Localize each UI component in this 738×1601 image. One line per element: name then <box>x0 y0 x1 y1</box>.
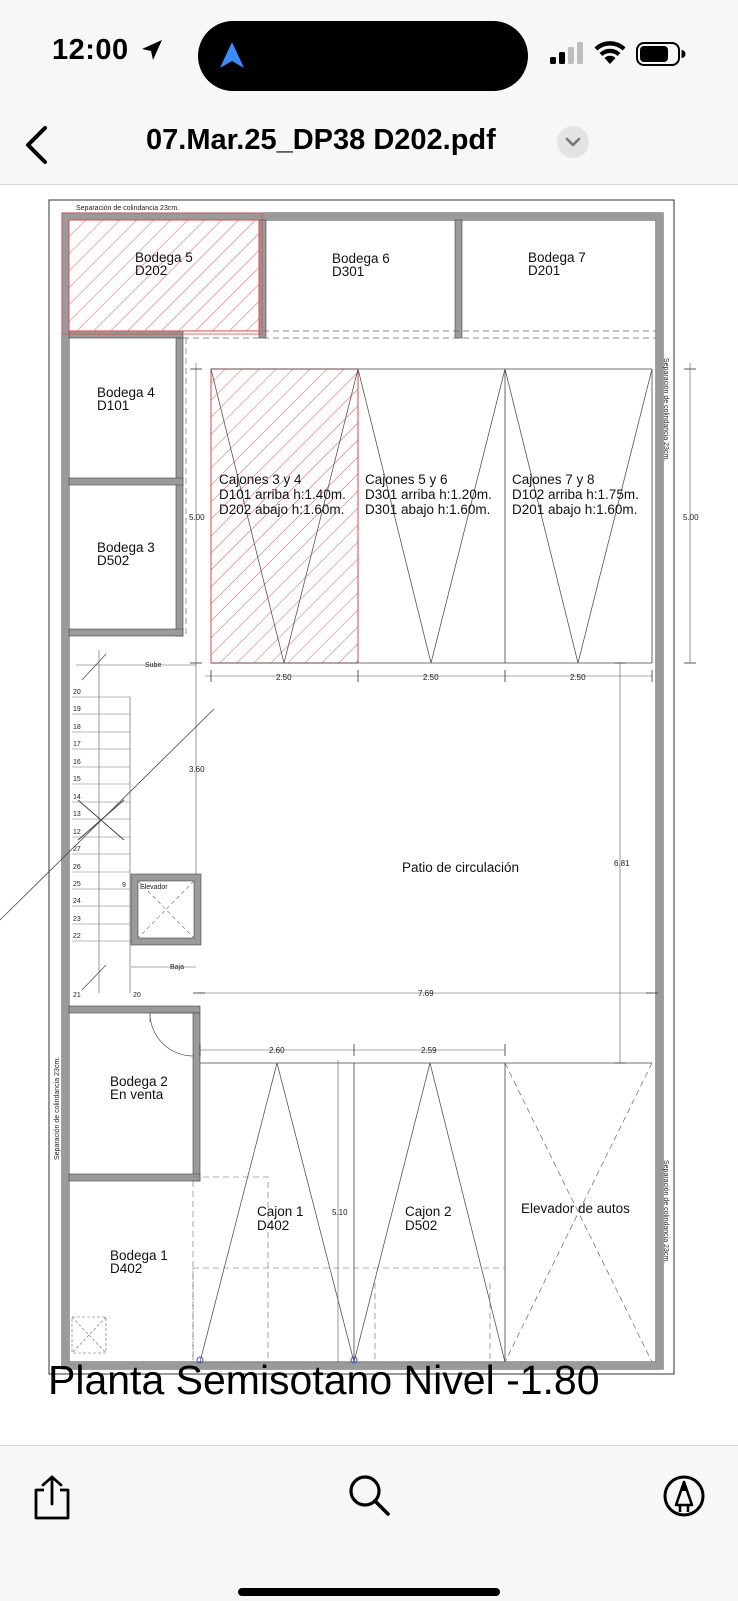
step-label: 18 <box>73 724 81 731</box>
cellular-signal-icon <box>550 42 584 64</box>
wifi-icon <box>594 40 626 64</box>
location-arrow-icon <box>140 38 164 62</box>
bodega3-name: Bodega 3 <box>97 540 155 555</box>
cajones34-line1: D101 arriba h:1.40m. <box>219 487 346 502</box>
chevron-left-icon <box>23 125 49 165</box>
home-indicator <box>238 1588 500 1596</box>
status-time: 12:00 <box>52 34 129 66</box>
note-top: Separación de colindancia 23cm. <box>76 205 180 212</box>
step-label: 16 <box>73 759 81 766</box>
cajones78-line1: D102 arriba h:1.75m. <box>512 487 639 502</box>
search-icon <box>346 1472 394 1520</box>
elevador-autos-label: Elevador de autos <box>521 1201 630 1216</box>
pdf-page[interactable] <box>0 185 738 1445</box>
cajones34-line2: D202 abajo h:1.60m. <box>219 502 345 517</box>
cajones56-line2: D301 abajo h:1.60m. <box>365 502 491 517</box>
dim-3-60: 3.60 <box>189 765 205 774</box>
dim-6-81: 6.81 <box>614 859 630 868</box>
sube-label: Sube <box>145 662 162 669</box>
step-label: 26 <box>73 864 81 871</box>
bodega1-unit: D402 <box>110 1261 143 1276</box>
note-right-lower: Separación de colindancia 23cm. <box>662 1160 669 1264</box>
chevron-down-icon <box>565 137 581 147</box>
bodega2-name: Bodega 2 <box>110 1074 168 1089</box>
step-label: 14 <box>73 794 81 801</box>
step-label: 24 <box>73 898 81 905</box>
cajon1-unit: D402 <box>257 1218 290 1233</box>
bodega3-unit: D502 <box>97 553 130 568</box>
dim-5-00-right: 5.00 <box>683 513 699 522</box>
dim-2-50-a: 2.50 <box>276 673 292 682</box>
cajon2-name: Cajon 2 <box>405 1204 452 1219</box>
cajones56-name: Cajones 5 y 6 <box>365 472 448 487</box>
note-left: Separación de colindancia 23cm. <box>54 1056 61 1160</box>
dim-2-50-c: 2.50 <box>570 673 586 682</box>
bodega5-name: Bodega 5 <box>135 250 193 265</box>
step-label: 25 <box>73 881 81 888</box>
bodega6-name: Bodega 6 <box>332 251 390 266</box>
step-label: 13 <box>73 811 81 818</box>
dim-5-00-left: 5.00 <box>189 513 205 522</box>
bodega2-unit: En venta <box>110 1087 164 1102</box>
battery-icon <box>636 42 686 66</box>
bodega7-name: Bodega 7 <box>528 250 586 265</box>
step-label: 20 <box>73 689 81 696</box>
dynamic-island <box>198 21 528 91</box>
dim-2-50-b: 2.50 <box>423 673 439 682</box>
cajon2-unit: D502 <box>405 1218 438 1233</box>
title-menu-button[interactable] <box>557 126 589 158</box>
document-title[interactable]: 07.Mar.25_DP38 D202.pdf <box>146 124 496 156</box>
plan-caption: Planta Semisotano Nivel -1.80 <box>48 1357 600 1403</box>
note-right: Separación de colindancia 23cm. <box>662 358 669 462</box>
step-label: 9 <box>122 882 126 889</box>
markup-button[interactable] <box>660 1472 708 1520</box>
step-label: 17 <box>73 741 81 748</box>
dim-2-60: 2.60 <box>269 1046 285 1055</box>
nav-bar <box>0 108 738 185</box>
step-label: 19 <box>73 706 81 713</box>
bodega5-unit: D202 <box>135 263 168 278</box>
bodega6-unit: D301 <box>332 264 365 279</box>
step-label: 12 <box>73 829 81 836</box>
share-button[interactable] <box>30 1474 74 1522</box>
navigation-arrow-icon <box>218 40 246 70</box>
dim-7-69: 7.69 <box>418 989 434 998</box>
stair-steps <box>73 689 141 999</box>
cajones78-name: Cajones 7 y 8 <box>512 472 595 487</box>
elevador-label: Elevador <box>140 884 168 891</box>
cajones56-line1: D301 arriba h:1.20m. <box>365 487 492 502</box>
bodega1-name: Bodega 1 <box>110 1248 168 1263</box>
share-icon <box>30 1474 74 1522</box>
bottom-toolbar <box>0 1445 738 1601</box>
bodega4-unit: D101 <box>97 398 130 413</box>
search-button[interactable] <box>346 1472 394 1520</box>
cajones34-name: Cajones 3 y 4 <box>219 472 302 487</box>
dim-2-59: 2.59 <box>421 1046 437 1055</box>
status-bar <box>0 0 738 108</box>
patio-label: Patio de circulación <box>402 860 520 875</box>
back-button[interactable] <box>14 120 58 170</box>
bodega4-name: Bodega 4 <box>97 385 155 400</box>
cajones78-line2: D201 abajo h:1.60m. <box>512 502 638 517</box>
baja-label: Baja <box>170 964 185 971</box>
step-label: 22 <box>73 933 81 940</box>
bodega7-unit: D201 <box>528 263 561 278</box>
cajon1-name: Cajon 1 <box>257 1204 304 1219</box>
step-label: 20 <box>133 992 141 999</box>
floor-plan <box>0 185 738 1445</box>
step-label: 23 <box>73 916 81 923</box>
step-label: 27 <box>73 846 81 853</box>
markup-pen-icon <box>660 1472 708 1520</box>
dim-5-10: 5.10 <box>332 1208 348 1217</box>
step-label: 21 <box>73 992 81 999</box>
step-label: 15 <box>73 776 81 783</box>
